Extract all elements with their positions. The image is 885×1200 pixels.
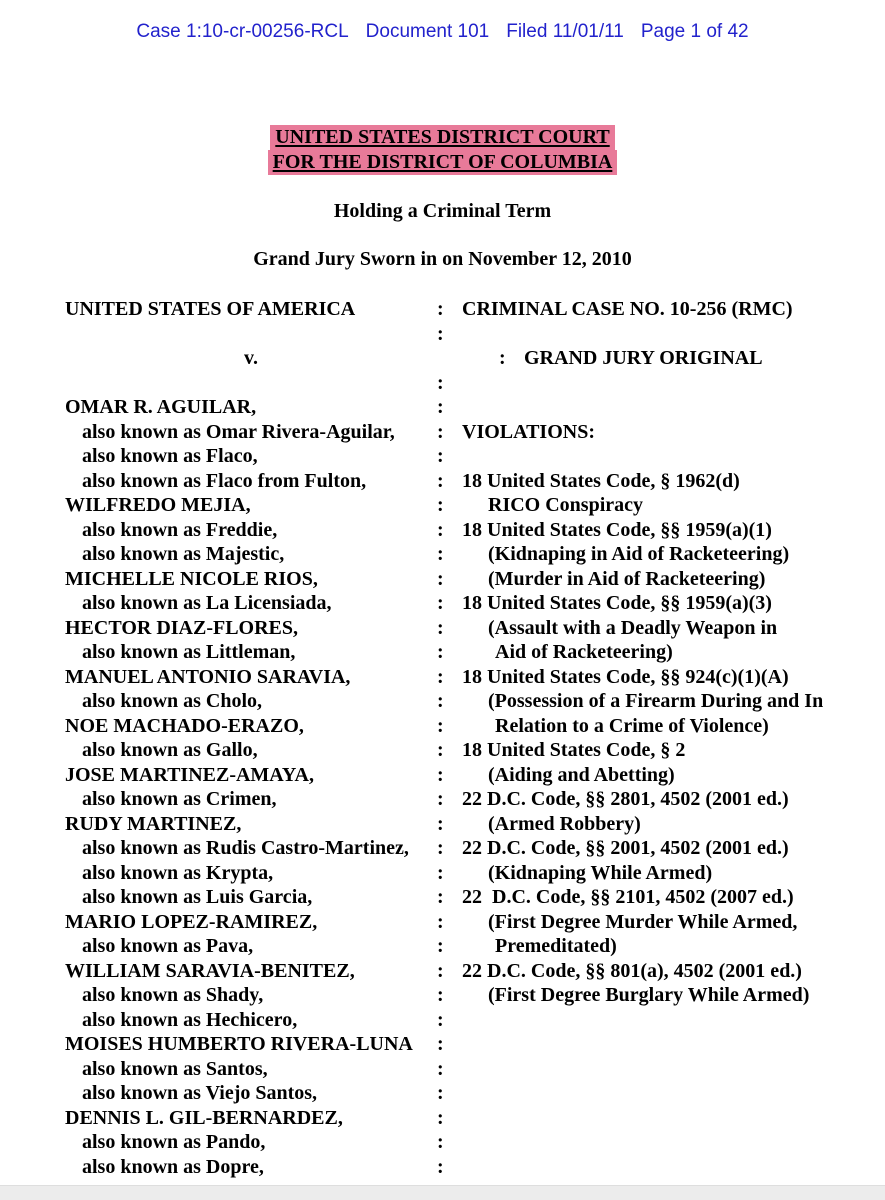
caption-row [65, 518, 870, 543]
caption-row [65, 1106, 870, 1131]
party-name: MANUEL ANTONIO SARAVIA, [65, 665, 351, 688]
colon-separator: : [437, 788, 444, 810]
party-name: WILFREDO MEJIA, [65, 494, 251, 516]
caption-row [65, 567, 870, 592]
colon-separator: : [437, 1008, 444, 1031]
colon-separator: : [437, 1057, 444, 1080]
caption-row [65, 591, 870, 616]
alias-line: also known as Rudis Castro-Martinez, [82, 837, 409, 859]
charge-line: 18 United States Code, §§ 1959(a)(1) [462, 518, 772, 541]
caption-row [65, 420, 870, 445]
colon-separator: : [499, 347, 506, 369]
colon-separator: : [437, 739, 444, 761]
charge-line [462, 444, 870, 469]
caption-table [65, 297, 870, 1179]
colon-separator: : [437, 1155, 444, 1178]
court-name-line2: FOR THE DISTRICT OF COLUMBIA [268, 150, 618, 175]
party-name: JOSE MARTINEZ-AMAYA, [65, 763, 314, 786]
colon-separator: : [437, 861, 444, 884]
caption-row [65, 542, 870, 567]
colon-separator: : [437, 935, 444, 957]
page-bottom-edge [0, 1185, 885, 1200]
alias-line: also known as Cholo, [82, 690, 263, 712]
colon-separator: : [437, 690, 444, 712]
charge-line [462, 1081, 870, 1106]
caption-row [65, 983, 870, 1008]
charge-line: (Assault with a Deadly Weapon in [488, 616, 778, 639]
alias-line: also known as Shady, [82, 984, 264, 1006]
caption-row [65, 444, 870, 469]
colon-separator: : [437, 420, 444, 443]
party-name: NOE MACHADO-ERAZO, [65, 714, 304, 737]
court-title-line2-wrap [0, 150, 885, 175]
alias-line: also known as Luis Garcia, [82, 886, 313, 908]
charge-line: 18 United States Code, § 2 [462, 739, 686, 761]
court-title [0, 125, 885, 175]
colon-separator: : [437, 1033, 444, 1055]
party-name: HECTOR DIAZ-FLORES, [65, 616, 299, 639]
colon-separator: : [437, 910, 444, 933]
caption-row [65, 616, 870, 641]
colon-separator: : [437, 322, 444, 345]
caption-row [65, 640, 870, 665]
alias-line: also known as Flaco, [82, 445, 258, 467]
charge-line [462, 322, 870, 347]
caption-row [65, 297, 870, 322]
court-name-line1: UNITED STATES DISTRICT COURT [270, 125, 614, 150]
colon-separator: : [437, 445, 444, 467]
charge-line: Aid of Racketeering) [495, 641, 673, 663]
charge-line [462, 1155, 870, 1180]
colon-separator: : [437, 641, 444, 663]
caption-row [65, 665, 870, 690]
charge-line [462, 1057, 870, 1082]
colon-separator: : [437, 1082, 444, 1104]
alias-line: also known as Pava, [82, 935, 254, 957]
caption-row [65, 934, 870, 959]
charge-line [462, 1032, 870, 1057]
charge-line: (Murder in Aid of Racketeering) [488, 567, 766, 590]
charge-line [462, 1008, 870, 1033]
alias-line: also known as Omar Rivera-Aguilar, [82, 420, 395, 443]
caption-row [65, 371, 870, 396]
colon-separator: : [437, 763, 444, 786]
alias-line: also known as La Licensiada, [82, 592, 332, 614]
colon-separator: : [437, 371, 444, 394]
colon-separator: : [437, 1131, 444, 1153]
charge-line [462, 395, 870, 420]
colon-separator: : [437, 543, 444, 565]
colon-separator: : [437, 298, 444, 320]
colon-separator: : [437, 592, 444, 614]
alias-line: also known as Flaco from Fulton, [82, 469, 367, 492]
charge-line: (Armed Robbery) [488, 812, 641, 835]
alias-line: also known as Viejo Santos, [82, 1082, 318, 1104]
document-number: Document 101 [365, 21, 490, 42]
caption-row [65, 1032, 870, 1057]
caption-row [65, 346, 870, 371]
party-name: MARIO LOPEZ-RAMIREZ, [65, 910, 318, 933]
colon-separator: : [437, 567, 444, 590]
caption-row [65, 763, 870, 788]
versus-label: v. [244, 347, 258, 369]
caption-row [65, 885, 870, 910]
caption-row [65, 910, 870, 935]
party-name: UNITED STATES OF AMERICA [65, 298, 356, 320]
charge-line [462, 1130, 870, 1155]
caption-row [65, 861, 870, 886]
criminal-term-line: Holding a Criminal Term [333, 200, 552, 222]
case-number: Case 1:10-cr-00256-RCL [136, 21, 349, 42]
caption-row [65, 812, 870, 837]
caption-row [65, 1130, 870, 1155]
colon-separator: : [437, 616, 444, 639]
party-name: RUDY MARTINEZ, [65, 812, 242, 835]
caption-row [65, 322, 870, 347]
caption-row [65, 836, 870, 861]
caption-row [65, 1008, 870, 1033]
charge-line: 22 D.C. Code, §§ 2001, 4502 (2001 ed.) [462, 837, 789, 859]
alias-line: also known as Pando, [82, 1131, 266, 1153]
court-title-line1-wrap [0, 125, 885, 150]
colon-separator: : [437, 984, 444, 1006]
charge-line: 22 D.C. Code, §§ 2801, 4502 (2001 ed.) [462, 788, 789, 810]
caption-row [65, 787, 870, 812]
party-name [65, 322, 437, 347]
alias-line: also known as Krypta, [82, 861, 274, 884]
charge-line: (Possession of a Firearm During and In [488, 690, 824, 712]
charge-line: 18 United States Code, §§ 1959(a)(3) [462, 592, 772, 614]
charge-line: RICO Conspiracy [488, 494, 644, 516]
alias-line: also known as Littleman, [82, 641, 296, 663]
filed-date: Filed 11/01/11 [506, 21, 624, 42]
charge-line: (Kidnaping While Armed) [488, 861, 713, 884]
alias-line: also known as Majestic, [82, 543, 285, 565]
party-name [65, 371, 437, 396]
party-name: DENNIS L. GIL-BERNARDEZ, [65, 1106, 343, 1129]
alias-line: also known as Gallo, [82, 739, 258, 761]
colon-separator: : [437, 494, 444, 516]
colon-separator: : [437, 518, 444, 541]
charge-line: 18 United States Code, § 1962(d) [462, 469, 740, 492]
caption-row [65, 714, 870, 739]
party-name: OMAR R. AGUILAR, [65, 396, 257, 418]
caption-row [65, 469, 870, 494]
colon-separator: : [437, 886, 444, 908]
alias-line: also known as Santos, [82, 1057, 268, 1080]
charge-line: (First Degree Burglary While Armed) [488, 984, 810, 1006]
colon-separator: : [437, 837, 444, 859]
alias-line: also known as Dopre, [82, 1155, 264, 1178]
charge-line: Premeditated) [495, 935, 617, 957]
charge-line: 22 D.C. Code, §§ 2101, 4502 (2007 ed.) [462, 886, 794, 908]
alias-line: also known as Crimen, [82, 788, 277, 810]
party-name: MOISES HUMBERTO RIVERA-LUNA [65, 1033, 413, 1055]
colon-separator: : [437, 469, 444, 492]
caption-row [65, 959, 870, 984]
caption-row [65, 1081, 870, 1106]
caption-row [65, 395, 870, 420]
caption-row [65, 1155, 870, 1180]
party-name: MICHELLE NICOLE RIOS, [65, 567, 318, 590]
page-number: Page 1 of 42 [640, 21, 749, 42]
colon-separator: : [437, 1106, 444, 1129]
colon-separator: : [437, 812, 444, 835]
colon-separator: : [437, 959, 444, 982]
alias-line: also known as Hechicero, [82, 1008, 298, 1031]
charge-line: (First Degree Murder While Armed, [488, 910, 798, 933]
caption-row [65, 738, 870, 763]
charge-line: 18 United States Code, §§ 924(c)(1)(A) [462, 665, 789, 688]
colon-separator: : [437, 396, 444, 418]
grand-jury-sworn-line: Grand Jury Sworn in on November 12, 2010 [253, 248, 632, 270]
charge-line: Relation to a Crime of Violence) [495, 714, 769, 737]
caption-row [65, 1057, 870, 1082]
party-name: WILLIAM SARAVIA-BENITEZ, [65, 959, 355, 982]
charge-line: (Aiding and Abetting) [488, 763, 675, 786]
caption-row [65, 689, 870, 714]
colon-separator: : [437, 714, 444, 737]
charge-line: 22 D.C. Code, §§ 801(a), 4502 (2001 ed.) [462, 959, 802, 982]
caption-row [65, 493, 870, 518]
colon-separator: : [437, 665, 444, 688]
charge-line [462, 1106, 870, 1131]
charge-line: (Kidnaping in Aid of Racketeering) [488, 543, 790, 565]
charge-line: VIOLATIONS: [462, 420, 595, 443]
charge-line [462, 371, 870, 396]
pacer-header [0, 21, 885, 43]
alias-line: also known as Freddie, [82, 518, 278, 541]
charge-line: CRIMINAL CASE NO. 10-256 (RMC) [462, 298, 793, 320]
charge-line: GRAND JURY ORIGINAL [524, 347, 763, 369]
